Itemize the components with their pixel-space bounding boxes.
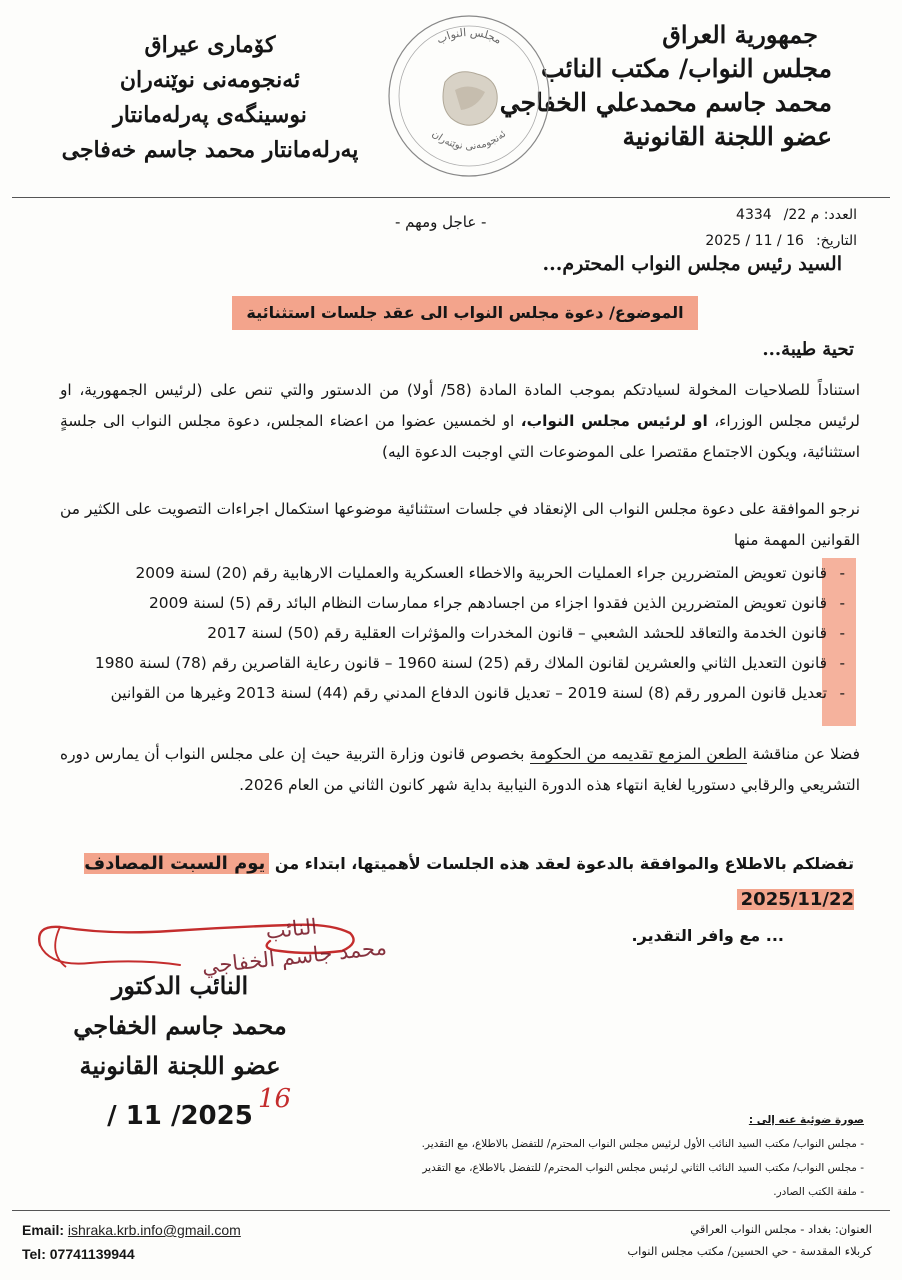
paragraph-request: نرجو الموافقة على دعوة مجلس النواب الى الإنعقاد في جلسات استثنائية موضوعها استكمال اجراءات التصويت على الكثير من القوانين المهمة منها <box>60 500 860 549</box>
list-item: - قانون الخدمة والتعاقد للحشد الشعبي – قانون المخدرات والمؤثرات العقلية رقم (50) لسنة 2017 <box>207 624 845 642</box>
signature-name: محمد جاسم الخفاجي <box>73 1011 287 1040</box>
header-kurdish-council: ئەنجومەنى نوێنەران <box>119 67 301 93</box>
footer-address <box>627 1218 872 1262</box>
footer-contacts <box>22 1218 241 1266</box>
signature-role: عضو اللجنة القانونية <box>79 1051 281 1080</box>
number-value: 4334 <box>736 207 772 223</box>
copies-block <box>422 1108 864 1204</box>
email-label: Email: <box>22 1222 65 1238</box>
list-item: - قانون تعويض المتضررين الذين فقدوا اجزاء من اجسادهم جراء ممارسات النظام البائد رقم (5) لسنة 2009 <box>149 594 845 612</box>
laws-list <box>60 558 855 708</box>
header-kurdish-mp: پەرلەمانتار محمد جاسم خەفاجى <box>61 137 359 163</box>
number-label: العدد: م 22/ <box>783 207 857 223</box>
copies-title: صورة ضوئية عنه إلى : <box>748 1114 864 1126</box>
signature-title: النائب الدكتور <box>111 971 249 1000</box>
tel-value: 07741139944 <box>49 1246 135 1262</box>
footer-divider <box>12 1210 890 1211</box>
address-line1: العنوان: بغداد - مجلس النواب العراقي <box>690 1222 872 1236</box>
paragraph3-part1: فضلا عن مناقشة <box>746 745 860 763</box>
header-country: جمهورية العراق <box>662 20 818 49</box>
list-item: - مجلس النواب/ مكتب السيد النائب الأول لرئيس مجلس النواب المحترم/ للتفضل بالاطلاع، مع التقدير. <box>421 1138 864 1150</box>
signature-stamp: النائب محمد جاسم الخفاجي <box>200 914 388 979</box>
list-item: - مجلس النواب/ مكتب السيد النائب الثاني لرئيس مجلس النواب المحترم/ للتفضل بالاطلاع، مع التقدير <box>422 1162 864 1174</box>
paragraph3-part2: بخصوص قانون وزارة التربية حيث إن على مجلس النواب أن يمارس دوره التشريعي والرقابي دستوريا لغاية انتهاء هذه الدورة النيابية بداية شهر كانون الثاني من العام 2026. <box>60 745 860 794</box>
parliament-seal-logo <box>385 12 553 180</box>
list-item: - قانون تعويض المتضررين جراء العمليات الحربية والاخطاء العسكرية والعمليات الارهابية رقم (20) لسنة 2009 <box>135 564 845 582</box>
svg-text:مجلس النواب <box>435 26 504 47</box>
header-office: مجلس النواب/ مكتب النائب <box>541 54 832 83</box>
addressee: السيد رئيس مجلس النواب المحترم... <box>542 253 842 275</box>
urgent-label: - عاجل ومهم - <box>395 213 487 231</box>
handwritten-day: 16 <box>258 1084 292 1114</box>
paragraph1-part2: او لخمسين عضوا من اعضاء المجلس، دعوة مجلس النواب الى جلسةٍ استثنائية، ويكون الاجتماع مقتصرا على الموضوعات التي اوجبت الدعوة اليه) <box>60 412 860 461</box>
closing-line1: تفضلكم بالاطلاع والموافقة بالدعوة لعقد هذه الجلسات لأهميتها، ابتداء من <box>269 854 854 873</box>
tel-label: Tel: <box>22 1246 46 1262</box>
seal-text-top: مجلس النواب <box>434 25 504 47</box>
closing-date-highlight: يوم السبت المصادف 2025/11/22 <box>84 853 854 910</box>
reference-block <box>705 202 857 254</box>
paragraph1-bold: او لرئيس مجلس النواب، <box>520 412 708 430</box>
seal-text-bottom: ئەنجومەنی نوێنەران <box>429 128 509 153</box>
paragraph-appeal <box>60 739 860 801</box>
header-kurdish-office: نوسينگەى پەرلەمانتار <box>113 102 307 128</box>
email-link[interactable]: ishraka.krb.info@gmail.com <box>67 1222 241 1238</box>
header-kurdish <box>40 28 380 168</box>
paragraph-constitution <box>60 375 860 468</box>
header-kurdish-country: كۆمارى عيراق <box>144 32 276 58</box>
paragraph1-part1: استناداً للصلاحيات المخولة لسيادتكم بموجب المادة المادة (58/ أولا) من الدستور والتي تنص على (لرئيس الجمهورية، او لرئيس مجلس الوزراء، <box>60 381 860 430</box>
header-mp-name: محمد جاسم محمدعلي الخفاجي <box>499 88 832 117</box>
header-committee: عضو اللجنة القانونية <box>622 122 832 151</box>
address-line2: كربلاء المقدسة - حي الحسين/ مكتب مجلس النواب <box>627 1244 872 1258</box>
paragraph3-underlined: الطعن المزمع تقديمه من الحكومة <box>529 745 747 763</box>
svg-text:ئەنجومەنی نوێنەران <box>430 129 509 153</box>
subject-line: الموضوع/ دعوة مجلس النواب الى عقد جلسات استثنائية <box>232 296 698 330</box>
header-divider <box>12 197 890 198</box>
signature-date: 2025/ 11 / <box>107 1101 253 1131</box>
list-item: - قانون التعديل الثاني والعشرين لقانون الملاك رقم (25) لسنة 1960 – قانون رعاية القاصرين رقم (78) لسنة 1980 <box>94 654 845 672</box>
closing-line2: ... مع وافر التقدير. <box>631 926 784 945</box>
date-value: 16 / 11 / 2025 <box>705 233 804 249</box>
list-item: - تعديل قانون المرور رقم (8) لسنة 2019 – تعديل قانون الدفاع المدني رقم (44) لسنة 2013 وغيرها من القوانين <box>110 684 845 702</box>
greeting: تحية طيبة... <box>762 339 854 360</box>
list-item: - ملفة الكتب الصادر. <box>773 1186 864 1198</box>
date-label: التاريخ: <box>815 233 857 249</box>
